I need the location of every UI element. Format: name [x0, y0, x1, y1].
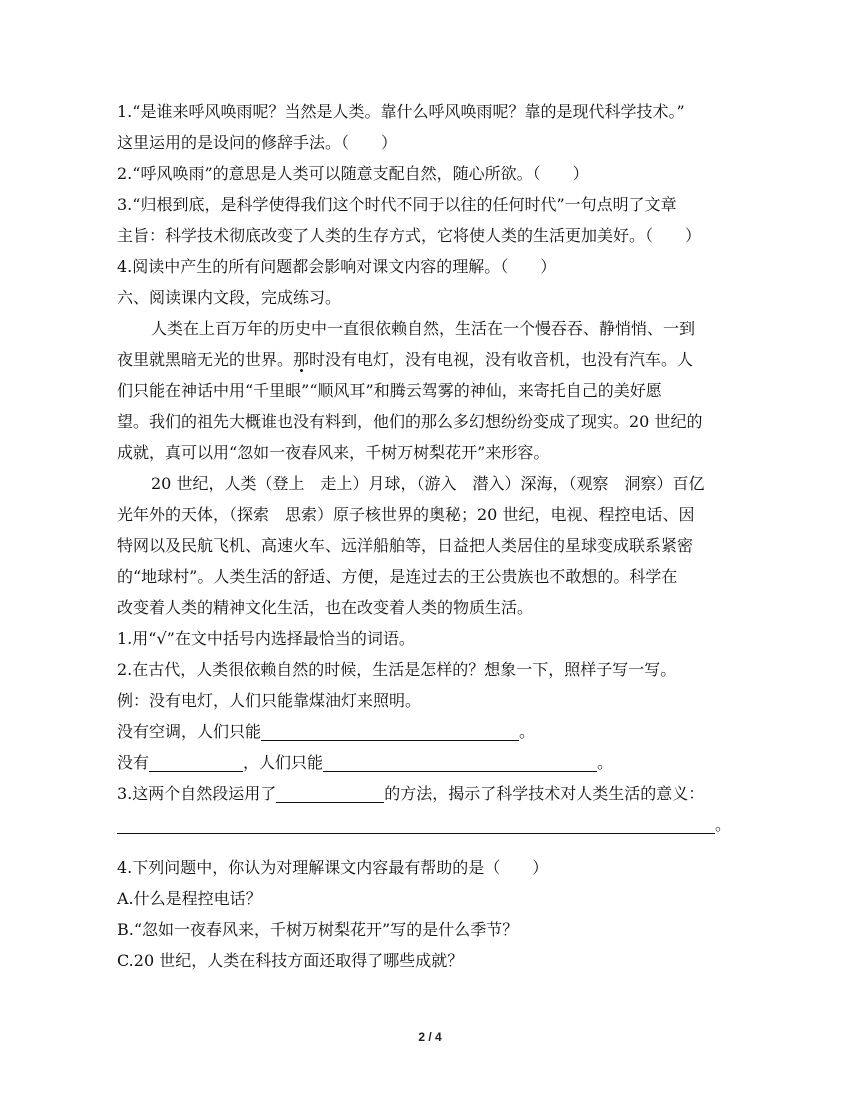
question-1: 1.用“√”在文中括号内选择最恰当的词语。 — [117, 629, 415, 648]
example-sentence: 例：没有电灯，人们只能靠煤油灯来照明。 — [117, 691, 422, 710]
paragraph-1-line — [117, 344, 742, 375]
fill-2-suffix: 。 — [597, 753, 614, 772]
worksheet-content — [117, 96, 742, 976]
paragraph-2-line: 20 世纪，人类（登上 走上）月球，（游入 潜入）深海，（观察 洞察）百亿 — [151, 474, 705, 493]
judgement-3-line-1: 3.“归根到底，是科学使得我们这个时代不同于以往的任何时代”一句点明了文章 — [117, 195, 677, 214]
answer-blank[interactable] — [323, 753, 597, 772]
text-span: 时没有电灯，没有电视，没有收音机，也没有汽车。人 — [309, 350, 694, 369]
fill-1-suffix: 。 — [519, 722, 536, 741]
reading-paragraph-2 — [117, 468, 742, 623]
option-b: B.“忽如一夜春风来，千树万树梨花开”写的是什么季节？ — [117, 920, 519, 939]
page-number: 2 / 4 — [418, 1030, 442, 1044]
text-span: 夜里就黑暗无光的世界。 — [117, 350, 294, 369]
answer-blank[interactable] — [149, 753, 243, 772]
judgement-1-line-1: 1.“是谁来呼风唤雨呢？当然是人类。靠什么呼风唤雨呢？靠的是现代科学技术。” — [117, 102, 685, 121]
q3-prefix: 3.这两个自然段运用了 — [117, 784, 277, 803]
fill-in-line-1 — [117, 716, 742, 747]
option-a: A.什么是程控电话？ — [117, 889, 262, 908]
paragraph-2-line: 的“地球村”。人类生活的舒适、方便，是连过去的王公贵族也不敢想的。科学在 — [117, 567, 678, 586]
paragraph-1-line: 望。我们的祖先大概谁也没有料到，他们的那么多幻想纷纷变成了现实。20 世纪的 — [117, 412, 703, 431]
judgement-4: 4.阅读中产生的所有问题都会影响对课文内容的理解。（ ） — [117, 257, 557, 276]
paragraph-1-line: 们只能在神话中用“千里眼”“顺风耳”和腾云驾雾的神仙，来寄托自己的美好愿 — [117, 381, 662, 400]
judgement-2: 2.“呼风唤雨”的意思是人类可以随意支配自然，随心所欲。（ ） — [117, 164, 589, 183]
paragraph-2-line: 改变着人类的精神文化生活，也在改变着人类的物质生活。 — [117, 598, 534, 617]
q3-end: 。 — [715, 815, 732, 834]
emphasis-dot-char: 那 — [293, 350, 310, 369]
fill-1-prefix: 没有空调，人们只能 — [117, 722, 262, 741]
paragraph-1-line: 人类在上百万年的历史中一直很依赖自然，生活在一个慢吞吞、静悄悄、一到 — [151, 319, 696, 338]
option-c: C.20 世纪，人类在科技方面还取得了哪些成就？ — [117, 951, 464, 970]
question-4: 4.下列问题中，你认为对理解课文内容最有帮助的是（ ） — [117, 858, 549, 877]
paragraph-2-line: 特网以及民航飞机、高速火车、远洋船舶等，日益把人类居住的星球变成联系紧密 — [117, 536, 694, 555]
judgement-3-line-2: 主旨：科学技术彻底改变了人类的生存方式，它将使人类的生活更加美好。（ ） — [117, 226, 702, 245]
section-heading: 六、阅读课内文段，完成练习。 — [117, 288, 342, 307]
q3-suffix: 的方法，揭示了科学技术对人类生活的意义： — [384, 784, 705, 803]
fill-in-line-2 — [117, 747, 742, 778]
paragraph-2-line: 光年外的天体，（探索 思索）原子核世界的奥秘；20 世纪，电视、程控电话、因 — [117, 505, 695, 524]
reading-paragraph-1 — [117, 313, 742, 468]
paragraph-1-line: 成就，真可以用“忽如一夜春风来，千树万树梨花开”来形容。 — [117, 443, 550, 462]
question-3-answer-line — [117, 809, 742, 840]
answer-blank[interactable] — [261, 722, 519, 741]
answer-blank[interactable] — [117, 815, 715, 834]
judgement-1-line-2: 这里运用的是设问的修辞手法。（ ） — [117, 133, 398, 152]
fill-2-middle: ，人们只能 — [243, 753, 324, 772]
question-3 — [117, 778, 742, 809]
question-2: 2.在古代，人类很依赖自然的时候，生活是怎样的？想象一下，照样子写一写。 — [117, 660, 677, 679]
answer-blank[interactable] — [276, 784, 384, 803]
fill-2-prefix: 没有 — [117, 753, 150, 772]
